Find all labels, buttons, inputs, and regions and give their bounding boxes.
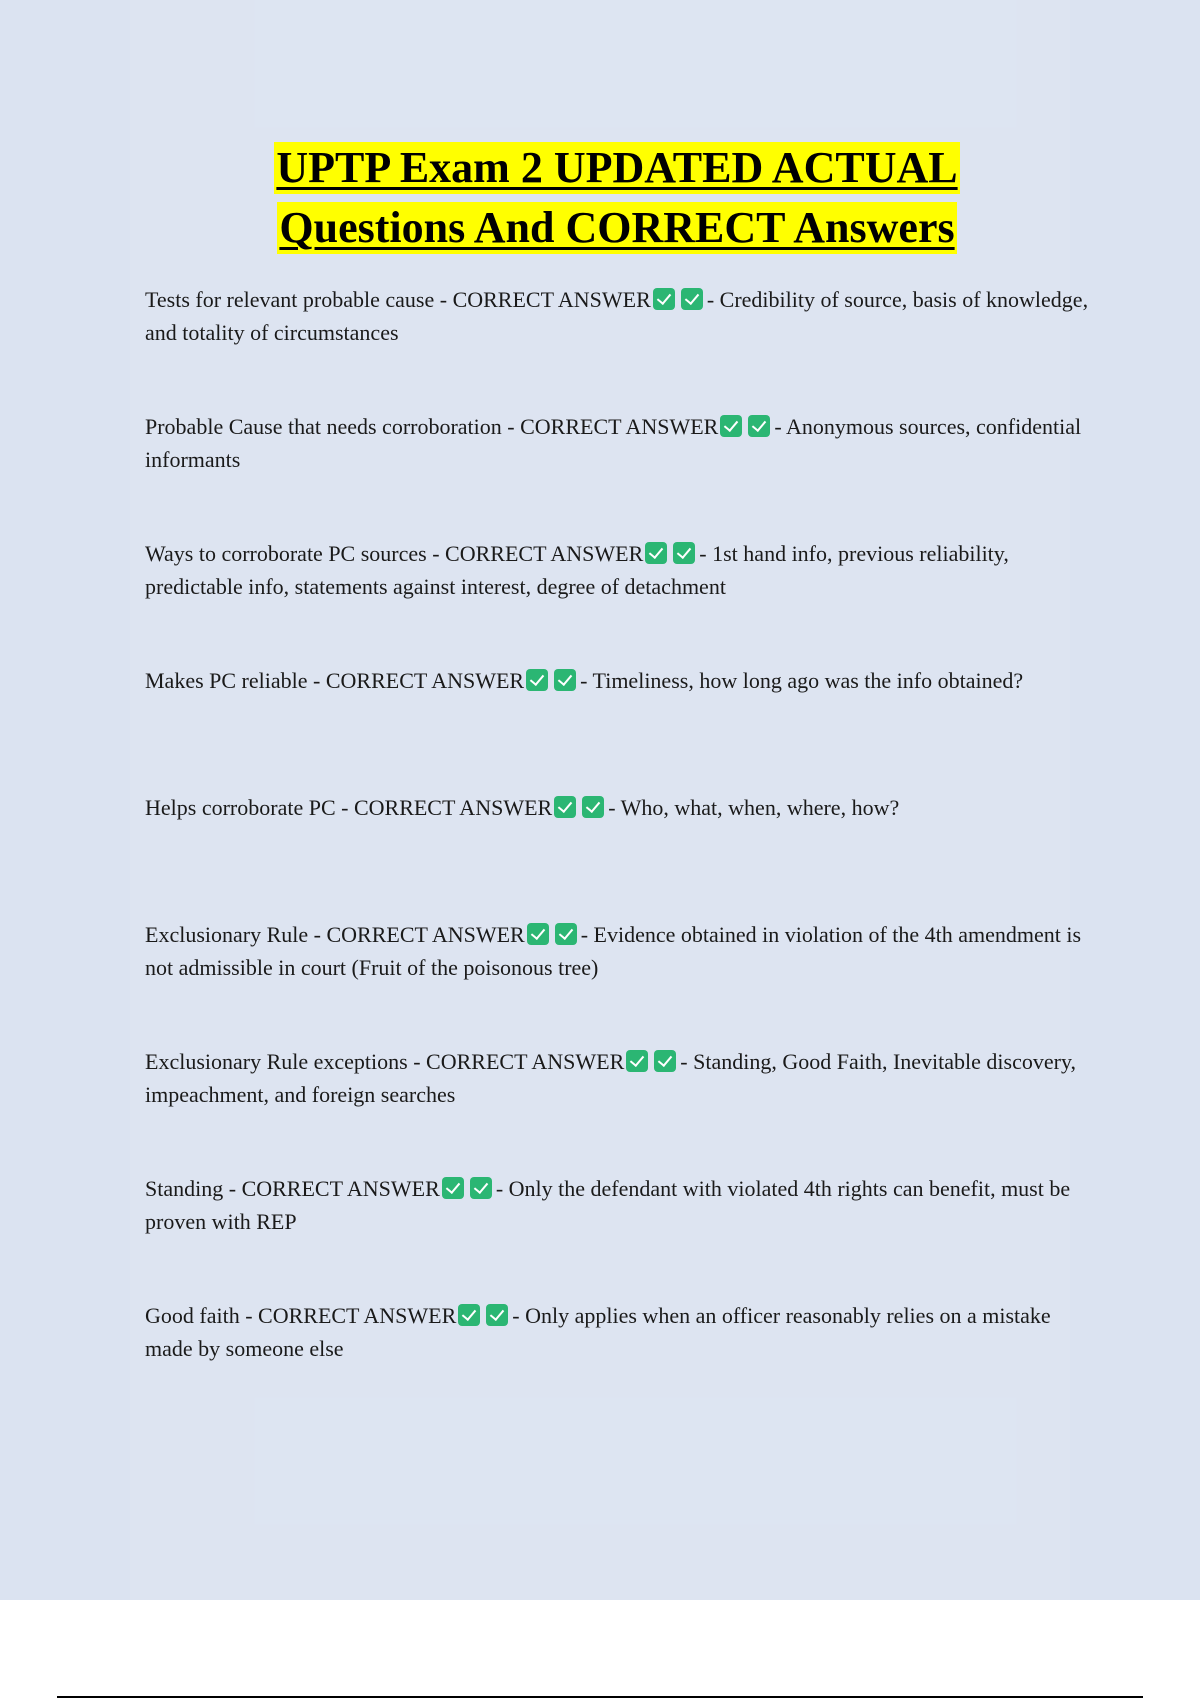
answer-text: Timeliness, how long ago was the info obtained? bbox=[592, 668, 1024, 693]
separator: - bbox=[239, 1303, 259, 1328]
check-mark-button-icon bbox=[554, 669, 576, 691]
check-mark-button-icon bbox=[442, 1177, 464, 1199]
check-mark-button-icon bbox=[470, 1177, 492, 1199]
check-mark-button-icon bbox=[458, 1304, 480, 1326]
qa-list bbox=[145, 283, 1095, 1426]
correct-answer-label: CORRECT ANSWER bbox=[452, 287, 651, 312]
question-text: Probable Cause that needs corroboration bbox=[145, 414, 502, 439]
separator: - bbox=[308, 922, 327, 947]
question-text: Exclusionary Rule exceptions bbox=[145, 1049, 408, 1074]
answer-dash: - bbox=[706, 287, 720, 312]
correct-answer-label: CORRECT ANSWER bbox=[353, 795, 553, 820]
answer-dash: - bbox=[699, 541, 713, 566]
title-line-2: Questions And CORRECT Answers bbox=[279, 203, 955, 252]
separator: - bbox=[307, 668, 326, 693]
answer-dash: - bbox=[512, 1303, 526, 1328]
check-mark-button-icon bbox=[526, 669, 548, 691]
document-title bbox=[0, 142, 1200, 262]
footer-divider bbox=[57, 1696, 1143, 1698]
qa-item bbox=[145, 791, 1095, 918]
qa-item bbox=[145, 918, 1095, 1045]
check-mark-button-icon bbox=[654, 1050, 676, 1072]
qa-item bbox=[145, 410, 1095, 537]
answer-dash: - bbox=[774, 414, 786, 439]
check-mark-button-icon bbox=[673, 542, 695, 564]
check-mark-button-icon bbox=[486, 1304, 508, 1326]
answer-text: Only the defendant with violated 4th rights can benefit, must be proven with REP bbox=[145, 1176, 1071, 1234]
question-text: Helps corroborate PC bbox=[145, 795, 336, 820]
answer-text: Only applies when an officer reasonably relies on a mistake made by someone else bbox=[145, 1303, 1051, 1361]
title-line-1: UPTP Exam 2 UPDATED ACTUAL bbox=[276, 143, 958, 192]
answer-dash: - bbox=[495, 1176, 509, 1201]
check-mark-button-icon bbox=[681, 288, 703, 310]
qa-item bbox=[145, 1045, 1095, 1172]
answer-text: Standing, Good Faith, Inevitable discovery, impeachment, and foreign searches bbox=[145, 1049, 1077, 1107]
question-text: Standing bbox=[145, 1176, 224, 1201]
answer-text: 1st hand info, previous reliability, predictable info, statements against interest, degree of detachment bbox=[145, 541, 1009, 599]
separator: - bbox=[335, 795, 354, 820]
check-mark-button-icon bbox=[645, 542, 667, 564]
correct-answer-label: CORRECT ANSWER bbox=[258, 1303, 457, 1328]
correct-answer-label: CORRECT ANSWER bbox=[426, 1049, 625, 1074]
separator: - bbox=[426, 541, 446, 566]
question-text: Tests for relevant probable cause bbox=[145, 287, 435, 312]
answer-text: Credibility of source, basis of knowledge, and totality of circumstances bbox=[145, 287, 1089, 345]
qa-item bbox=[145, 664, 1095, 791]
answer-text: Who, what, when, where, how? bbox=[620, 795, 900, 820]
qa-item bbox=[145, 1172, 1095, 1299]
correct-answer-label: CORRECT ANSWER bbox=[325, 668, 525, 693]
question-text: Ways to corroborate PC sources bbox=[145, 541, 427, 566]
separator: - bbox=[501, 414, 521, 439]
qa-item bbox=[145, 283, 1095, 410]
qa-item bbox=[145, 1299, 1095, 1426]
separator: - bbox=[434, 287, 453, 312]
check-mark-button-icon bbox=[653, 288, 675, 310]
correct-answer-label: CORRECT ANSWER bbox=[445, 541, 644, 566]
question-text: Makes PC reliable bbox=[145, 668, 308, 693]
answer-dash: - bbox=[608, 795, 621, 820]
answer-text: Evidence obtained in violation of the 4th amendment is not admissible in court (Fruit of the poisonous tree) bbox=[145, 922, 1082, 980]
check-mark-button-icon bbox=[720, 415, 742, 437]
check-mark-button-icon bbox=[626, 1050, 648, 1072]
question-text: Good faith bbox=[145, 1303, 240, 1328]
answer-dash: - bbox=[680, 1049, 694, 1074]
check-mark-button-icon bbox=[748, 415, 770, 437]
separator: - bbox=[223, 1176, 242, 1201]
check-mark-button-icon bbox=[527, 923, 549, 945]
correct-answer-label: CORRECT ANSWER bbox=[520, 414, 719, 439]
check-mark-button-icon bbox=[555, 923, 577, 945]
question-text: Exclusionary Rule bbox=[145, 922, 309, 947]
answer-dash: - bbox=[580, 668, 593, 693]
answer-text: Anonymous sources, confidential informants bbox=[145, 414, 1082, 472]
check-mark-button-icon bbox=[554, 796, 576, 818]
correct-answer-label: CORRECT ANSWER bbox=[326, 922, 525, 947]
answer-dash: - bbox=[580, 922, 594, 947]
correct-answer-label: CORRECT ANSWER bbox=[241, 1176, 440, 1201]
separator: - bbox=[407, 1049, 427, 1074]
qa-item bbox=[145, 537, 1095, 664]
check-mark-button-icon bbox=[582, 796, 604, 818]
